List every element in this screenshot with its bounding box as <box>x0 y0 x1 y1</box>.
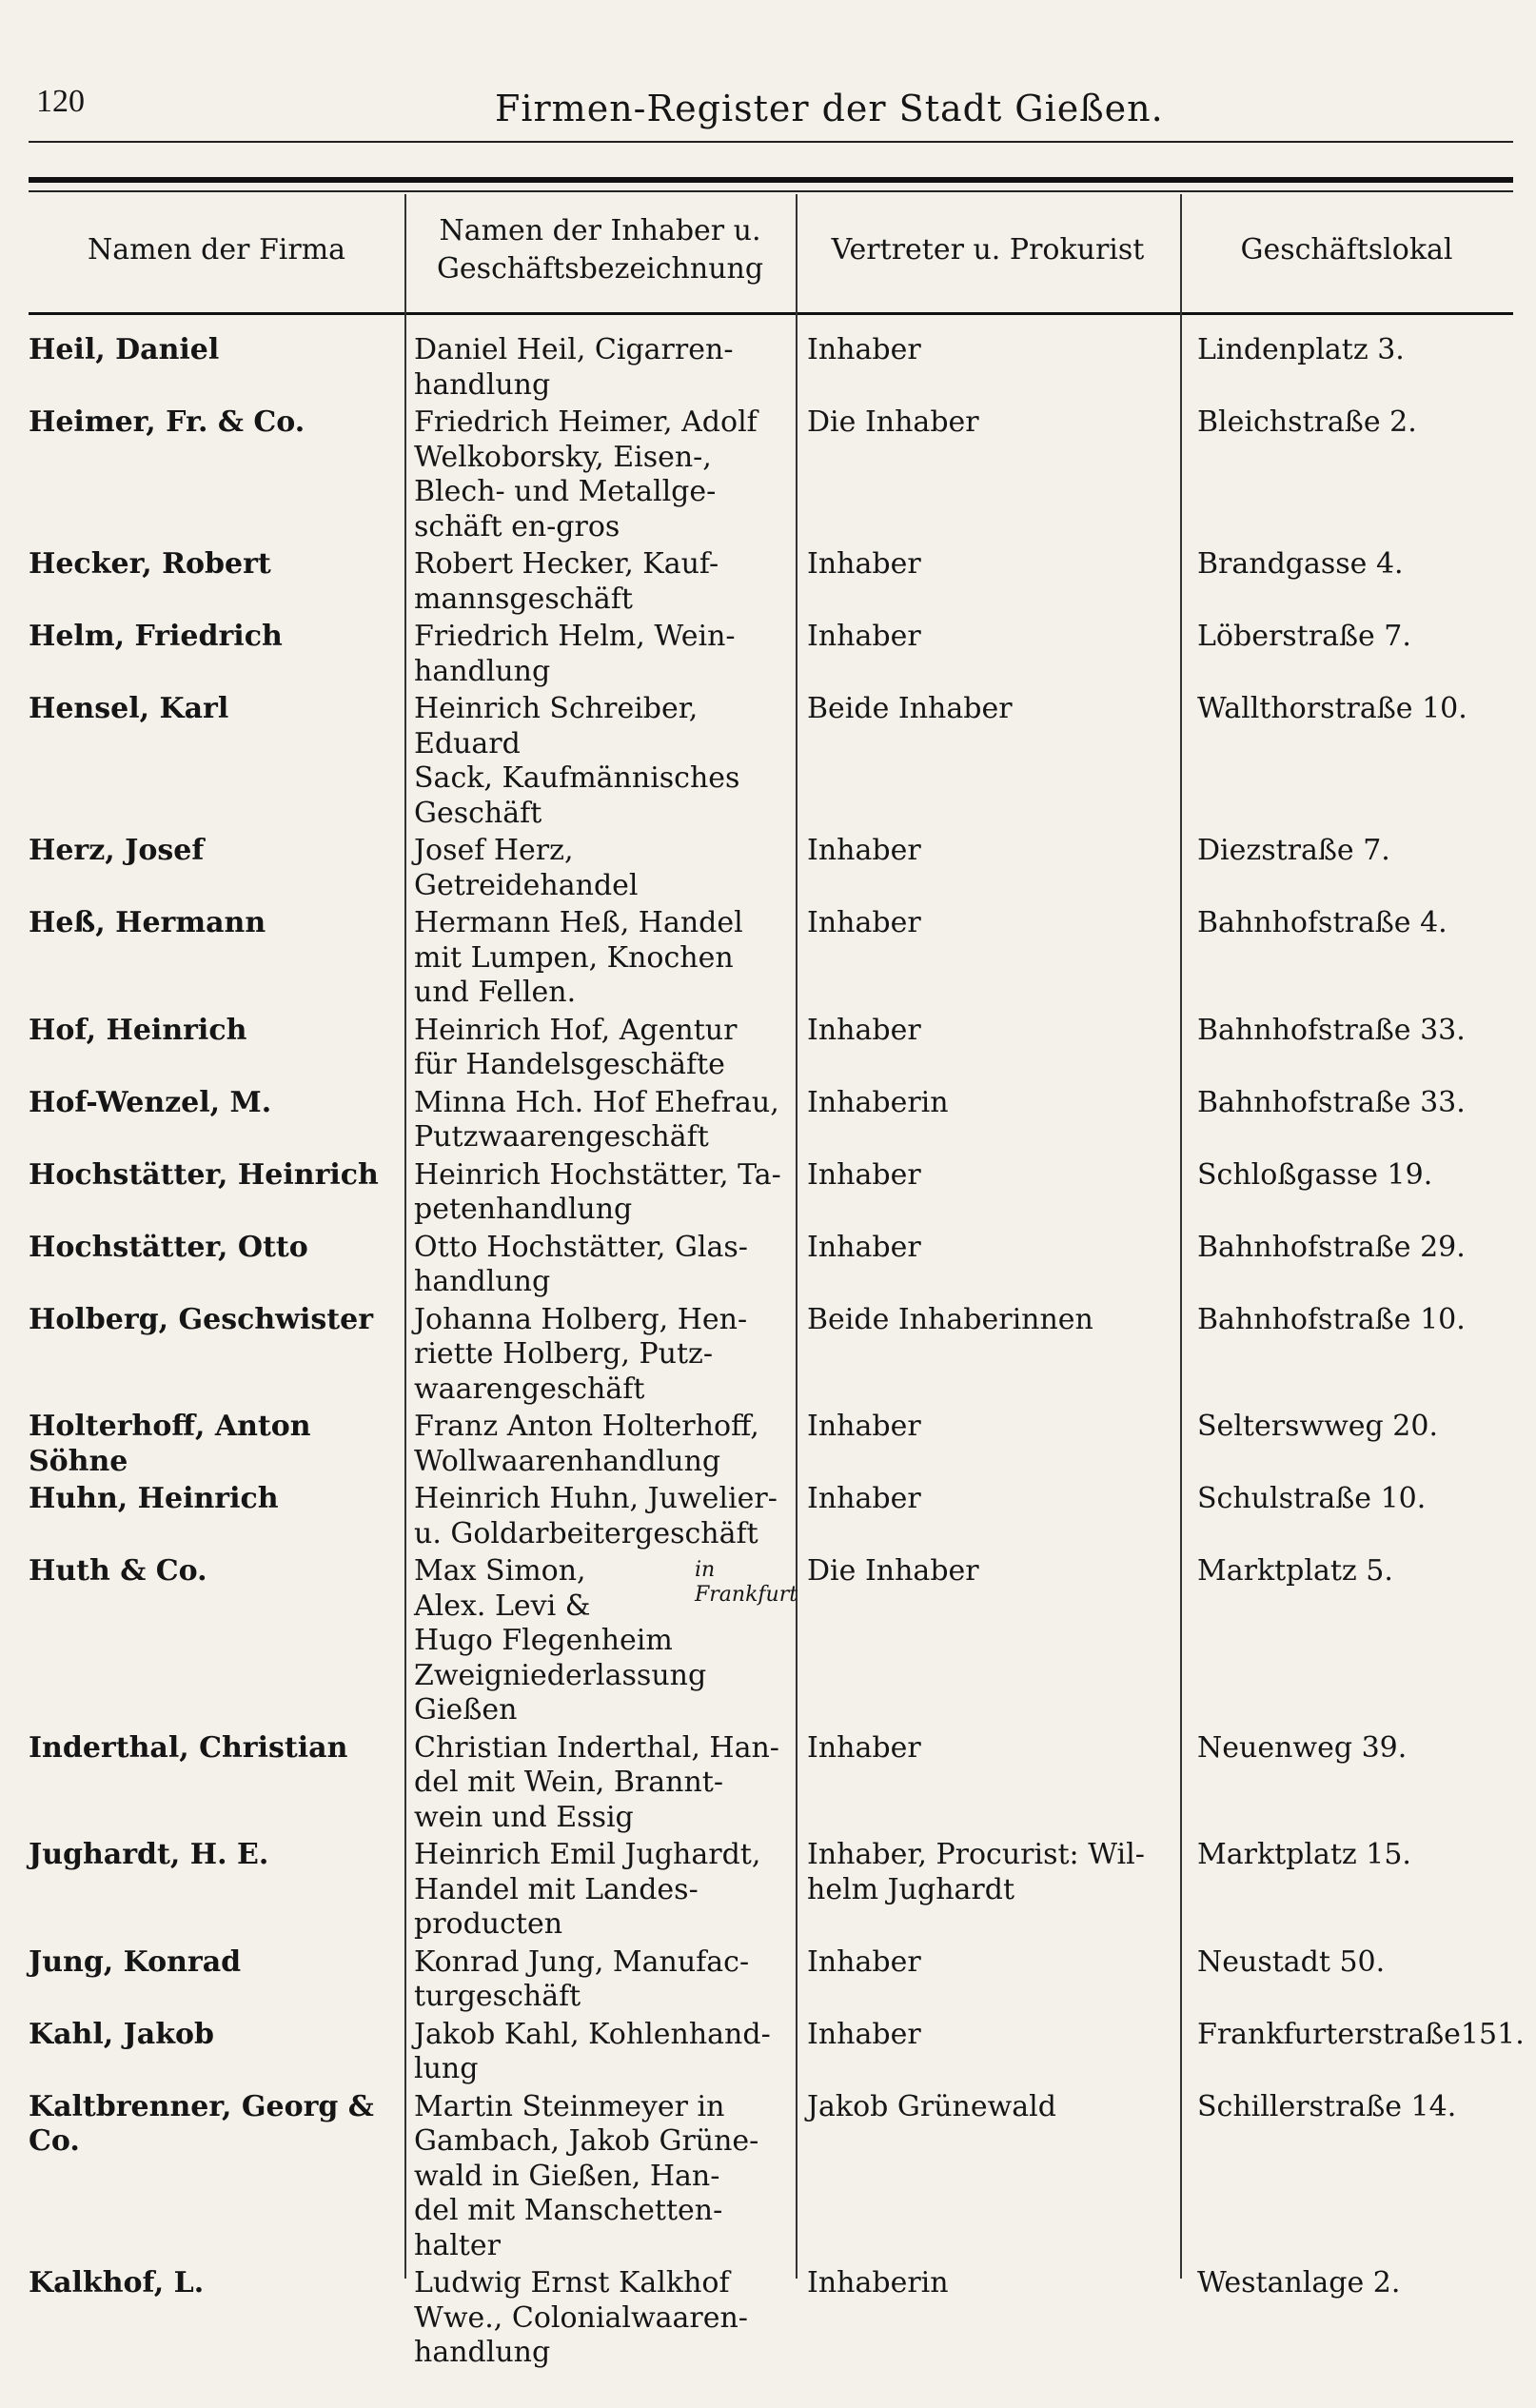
firm-name: Heil, Daniel <box>29 333 220 366</box>
table-row <box>29 620 1513 689</box>
business-location: Wallthorstraße 10. <box>1197 692 1467 725</box>
agent-procurist: Inhaber <box>807 1157 921 1192</box>
firm-name: Inderthal, Christian <box>29 1730 348 1765</box>
owner-side-note: in Frankfurt <box>695 1558 798 1607</box>
owner-description: Hermann Heß, Handel mit Lumpen, Knochen und Fellen. <box>414 906 743 1009</box>
table-row <box>29 1945 1513 2015</box>
owner-description: Daniel Heil, Cigarren- handlung <box>414 333 734 402</box>
firm-name: Huth & Co. <box>29 1554 207 1588</box>
owner-description: Jakob Kahl, Kohlenhand- lung <box>414 2017 771 2085</box>
business-location: Frankfurterstraße151. <box>1197 2017 1525 2051</box>
owner-description: Heinrich Huhn, Juwelier- u. Goldarbeitergeschäft <box>414 1482 778 1550</box>
owner-description: Heinrich Hochstätter, Ta- petenhandlung <box>414 1157 781 1226</box>
firm-name: Hof, Heinrich <box>29 1013 247 1047</box>
business-location: Selterswweg 20. <box>1197 1410 1439 1443</box>
table-row <box>29 692 1513 831</box>
table-row <box>29 1014 1513 1083</box>
firm-name: Jughardt, H. E. <box>29 1838 269 1871</box>
register-table-body <box>29 333 1525 2374</box>
owner-description: Robert Hecker, Kauf- mannsgeschäft <box>414 547 719 616</box>
agent-procurist: Inhaber <box>807 1482 921 1515</box>
owner-description: Heinrich Hof, Agentur für Handelsgeschäfte <box>414 1013 738 1081</box>
firm-name: Herz, Josef <box>29 834 205 867</box>
table-row <box>29 1410 1513 1479</box>
business-location: Neuenweg 39. <box>1197 1730 1408 1765</box>
business-location: Schulstraße 10. <box>1197 1482 1427 1515</box>
firm-name: Heß, Hermann <box>29 906 266 939</box>
table-row <box>29 1554 1513 1728</box>
owner-description: Franz Anton Holterhoff, Wollwaarenhandlung <box>414 1410 759 1478</box>
firm-name: Holterhoff, Anton Söhne <box>29 1410 311 1478</box>
owner-description: Max Simon, Alex. Levi & Hugo Flegenheim Zweigniederlassung Gießen <box>414 1554 707 1727</box>
firm-name: Jung, Konrad <box>29 1944 242 1979</box>
business-location: Westanlage 2. <box>1197 2266 1401 2299</box>
agent-procurist: Inhaber <box>807 333 921 366</box>
owner-description: Otto Hochstätter, Glas- handlung <box>414 1230 748 1298</box>
agent-procurist: Inhaber <box>807 906 921 939</box>
table-row <box>29 333 1513 403</box>
agent-procurist: Inhaberin <box>807 1085 949 1119</box>
table-row <box>29 834 1513 903</box>
firm-name: Heimer, Fr. & Co. <box>29 405 305 439</box>
table-top-thick-rule <box>29 177 1513 183</box>
owner-description: Johanna Holberg, Hen- riette Holberg, Putz- waarengeschäft <box>414 1302 748 1406</box>
firm-name: Hecker, Robert <box>29 547 271 581</box>
agent-procurist: Inhaber <box>807 834 921 867</box>
owner-description: Heinrich Emil Jughardt, Handel mit Landes- producten <box>414 1838 761 1941</box>
business-location: Marktplatz 15. <box>1197 1838 1411 1871</box>
business-location: Lindenplatz 3. <box>1197 333 1405 366</box>
table-row <box>29 1086 1513 1155</box>
table-row <box>29 2017 1525 2087</box>
agent-procurist: Inhaber <box>807 547 921 581</box>
table-row <box>29 906 1513 1011</box>
business-location: Bahnhofstraße 33. <box>1197 1013 1466 1047</box>
header-owner: Namen der Inhaber u. Geschäftsbezeichnung <box>436 214 764 286</box>
business-location: Schloßgasse 19. <box>1197 1157 1433 1192</box>
top-rule <box>29 141 1513 143</box>
table-header <box>29 190 1513 310</box>
agent-procurist: Inhaber <box>807 1410 921 1443</box>
table-row <box>29 1158 1513 1228</box>
owner-description: Konrad Jung, Manufac- turgeschäft <box>414 1944 750 2013</box>
agent-procurist: Inhaber, Procurist: Wil- helm Jughardt <box>807 1838 1145 1906</box>
owner-description: Heinrich Schreiber, Eduard Sack, Kaufmännisches Geschäft <box>414 692 740 830</box>
business-location: Bahnhofstraße 33. <box>1197 1085 1466 1119</box>
firm-name: Kahl, Jakob <box>29 2017 215 2051</box>
table-row <box>29 1482 1513 1551</box>
owner-description: Minna Hch. Hof Ehefrau, Putzwaarengeschäft <box>414 1085 779 1154</box>
agent-procurist: Inhaber <box>807 1944 921 1979</box>
agent-procurist: Jakob Grünewald <box>807 2089 1056 2123</box>
firm-name: Hof-Wenzel, M. <box>29 1085 272 1119</box>
firm-name: Hochstätter, Otto <box>29 1230 308 1264</box>
firm-name: Holberg, Geschwister <box>29 1302 374 1336</box>
agent-procurist: Inhaber <box>807 620 921 653</box>
table-row <box>29 1731 1513 1836</box>
owner-description: Martin Steinmeyer in Gambach, Jakob Grüne- wald in Gießen, Han- del mit Manschetten- halter <box>414 2089 759 2262</box>
running-title: Firmen-Register der Stadt Gießen. <box>495 88 1164 129</box>
header-firm: Namen der Firma <box>87 233 346 266</box>
header-rule <box>29 312 1513 315</box>
firm-name: Kalkhof, L. <box>29 2266 205 2299</box>
business-location: Bahnhofstraße 10. <box>1197 1302 1466 1336</box>
header-agent: Vertreter u. Prokurist <box>831 233 1145 266</box>
business-location: Schillerstraße 14. <box>1197 2089 1457 2123</box>
business-location: Brandgasse 4. <box>1197 547 1404 581</box>
agent-procurist: Die Inhaber <box>807 405 979 439</box>
business-location: Marktplatz 5. <box>1197 1554 1393 1588</box>
agent-procurist: Inhaberin <box>807 2266 949 2299</box>
table-row <box>29 1838 1513 1943</box>
table-row <box>29 1303 1513 1408</box>
firm-name: Huhn, Heinrich <box>29 1482 279 1515</box>
page-number: 120 <box>36 84 85 119</box>
business-location: Bleichstraße 2. <box>1197 405 1417 439</box>
agent-procurist: Inhaber <box>807 1013 921 1047</box>
agent-procurist: Inhaber <box>807 1730 921 1765</box>
table-row <box>29 2090 1513 2264</box>
header-location: Geschäftslokal <box>1240 233 1453 266</box>
owner-description: Josef Herz, Getreidehandel <box>414 834 639 902</box>
business-location: Löberstraße 7. <box>1197 620 1411 653</box>
table-row <box>29 1231 1513 1300</box>
business-location: Bahnhofstraße 4. <box>1197 906 1447 939</box>
business-location: Bahnhofstraße 29. <box>1197 1230 1466 1264</box>
table-row <box>29 405 1513 544</box>
agent-procurist: Beide Inhaberinnen <box>807 1302 1093 1336</box>
table-row <box>29 547 1513 617</box>
firm-name: Hochstätter, Heinrich <box>29 1157 379 1192</box>
business-location: Neustadt 50. <box>1197 1944 1386 1979</box>
agent-procurist: Beide Inhaber <box>807 692 1013 725</box>
firm-name: Hensel, Karl <box>29 692 229 725</box>
firm-name: Kaltbrenner, Georg & Co. <box>29 2089 374 2158</box>
owner-description: Friedrich Heimer, Adolf Welkoborsky, Eisen-, Blech- und Metallge- schäft en-gros <box>414 405 758 543</box>
agent-procurist: Inhaber <box>807 2017 921 2051</box>
owner-description: Ludwig Ernst Kalkhof Wwe., Colonialwaaren- handlung <box>414 2266 748 2369</box>
business-location: Diezstraße 7. <box>1197 834 1390 867</box>
owner-description: Christian Inderthal, Han- del mit Wein, Brannt- wein und Essig <box>414 1730 779 1834</box>
table-row <box>29 2266 1513 2371</box>
agent-procurist: Inhaber <box>807 1230 921 1264</box>
agent-procurist: Die Inhaber <box>807 1554 979 1588</box>
owner-description: Friedrich Helm, Wein- handlung <box>414 620 736 688</box>
firm-name: Helm, Friedrich <box>29 620 283 653</box>
